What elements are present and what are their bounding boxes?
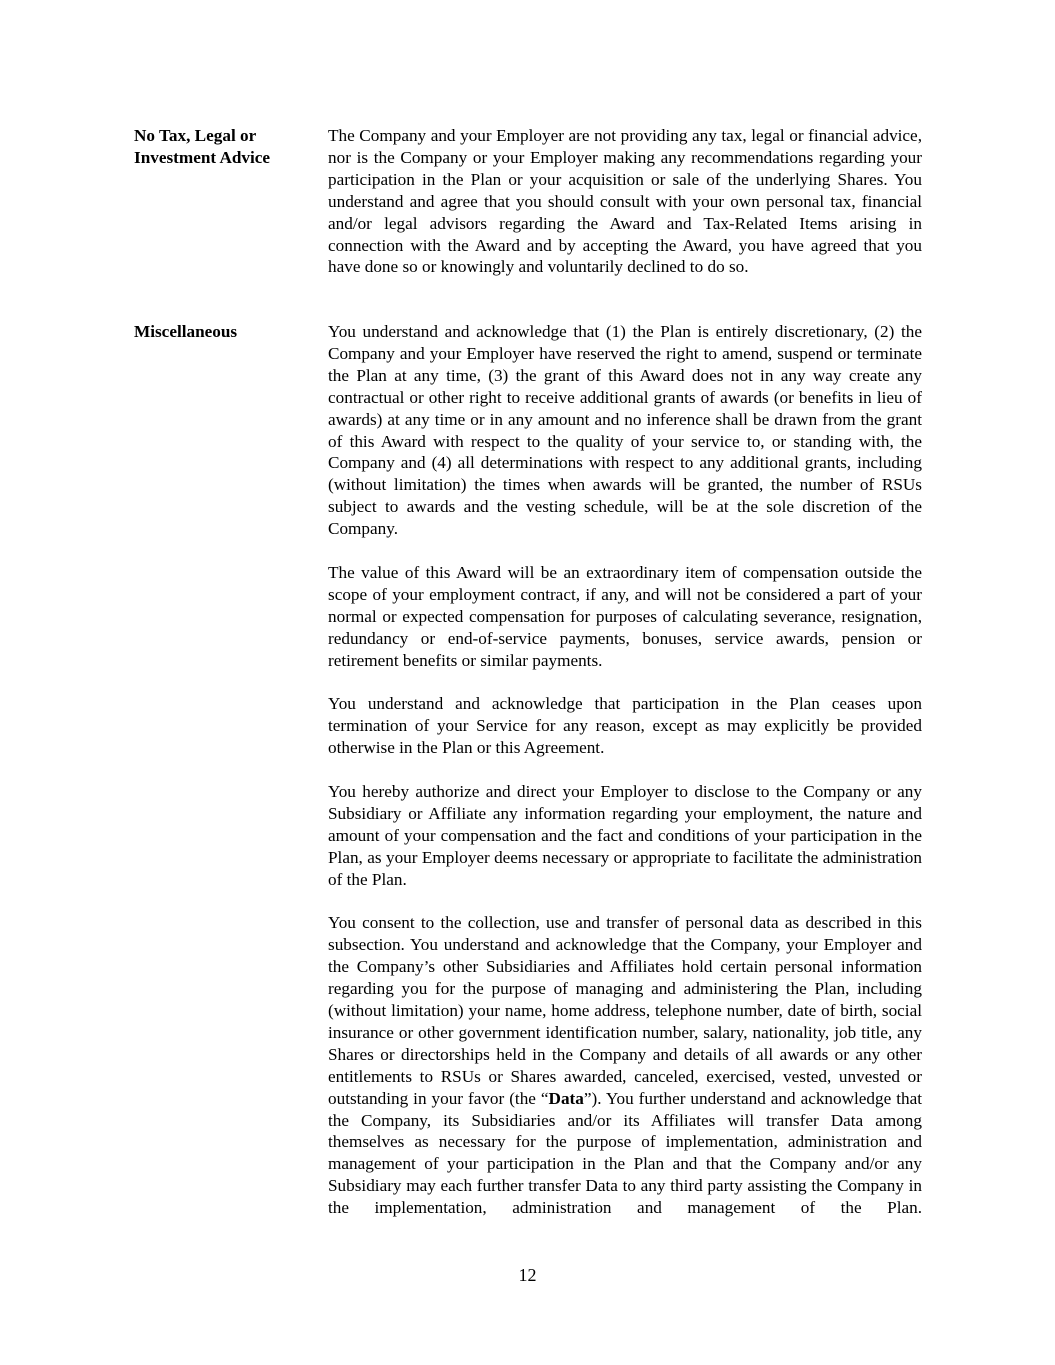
section-body <box>328 321 922 1219</box>
paragraph: The Company and your Employer are not providing any tax, legal or financial advice, nor is the Company or your Employer making any recommendations regarding your participation in the Plan or your acquisition or sale of the underlying Shares. You understand and agree that you should consult with your own personal tax, financial and/or legal advisors regarding the Award and Tax-Related Items arising in connection with the Award and by accepting the Award, you have agreed that you have done so or knowingly and voluntarily declined to do so. <box>328 126 922 277</box>
paragraph: You understand and acknowledge that (1) the Plan is entirely discretionary, (2) the Company and your Employer have reserved the right to amend, suspend or terminate the Plan at any time, (3) the grant of this Award does not in any way create any contractual or other right to receive additional grants of awards (or benefits in lieu of awards) at any time or in any amount and no inference shall be drawn from the grant of this Award with respect to the quality of your service to, or standing with, the Company and (4) all determinations with respect to any additional grants, including (without limitation) the times when awards will be granted, the number of RSUs subject to awards and the vesting schedule, will be at the sole discretion of the Company. <box>328 322 922 539</box>
section-heading <box>134 125 314 169</box>
paragraph: The value of this Award will be an extraordinary item of compensation outside the scope of your employment contract, if any, and will not be considered a part of your normal or expected compensation for purposes of calculating severance, resignation, redundancy or end-of-service payments, bonuses, service awards, pension or retirement benefits or similar payments. <box>328 562 922 670</box>
defined-term-data: Data <box>548 1088 584 1108</box>
paragraph: You understand and acknowledge that participation in the Plan ceases upon termination of your Service for any reason, except as may explicitly be provided otherwise in the Plan or this Agreement. <box>328 694 922 758</box>
section-heading <box>134 321 314 343</box>
paragraph: You hereby authorize and direct your Employer to disclose to the Company or any Subsidiary or Affiliate any information regarding your employment, the nature and amount of your compensation and the fact and conditions of your participation in the Plan, as your Employer deems necessary or appropriate to facilitate the administration of the Plan. <box>328 781 922 889</box>
data-paragraph-text: ”). You further understand and acknowledge that the Company, its Subsidiaries and/or its Affiliates will transfer Data among themselves as necessary for the purpose of implementation, administration and management of your participation in the Plan and that the Company and/or any Subsidiary may each further transfer Data to any third party assisting the Company in the implementation, administration and management of the Plan. <box>328 1088 922 1218</box>
data-paragraph-text: You consent to the collection, use and transfer of personal data as described in this subsection. You understand and acknowledge that the Company, your Employer and the Company’s other Subsidiaries and Affiliates hold certain personal information regarding you for the purpose of managing and administering the Plan, including (without limitation) your name, home address, telephone number, date of birth, social insurance or other government identification number, salary, nationality, job title, any Shares or directorships held in the Company and details of all awards or any other entitlements to RSUs or Shares awarded, canceled, exercised, vested, unvested or outstanding in your favor (the “ <box>328 913 922 1108</box>
heading-line: Investment Advice <box>134 147 271 167</box>
section-body <box>328 125 922 278</box>
heading-line: Miscellaneous <box>134 322 238 341</box>
heading-line: No Tax, Legal or <box>134 126 257 145</box>
data-consent-paragraph <box>328 912 922 1219</box>
page-number: 12 <box>518 1265 537 1285</box>
